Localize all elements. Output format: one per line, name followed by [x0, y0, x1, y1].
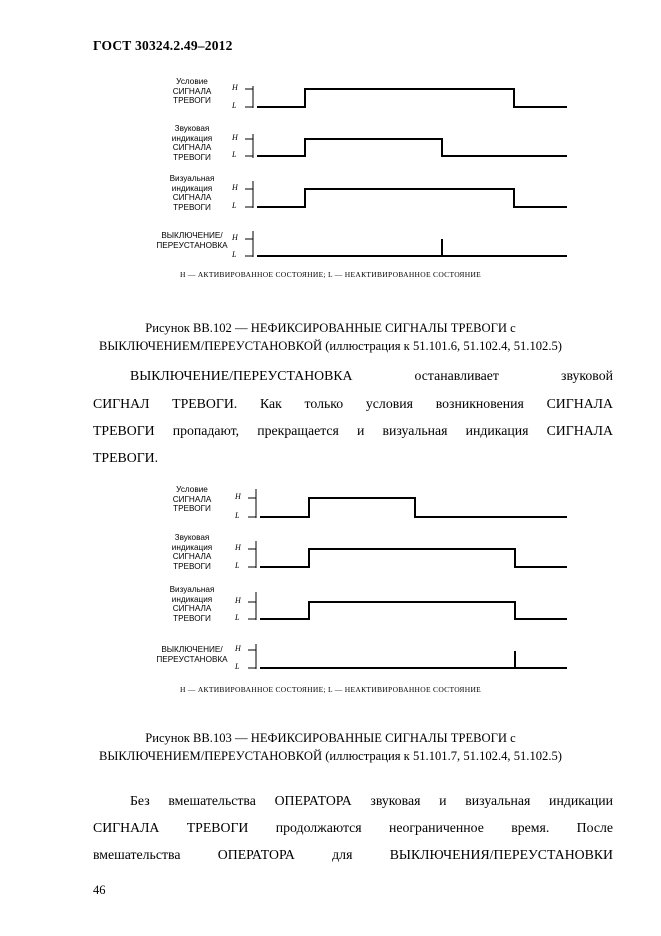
figure-caption-bb103: Рисунок ВВ.103 — НЕФИКСИРОВАННЫЕ СИГНАЛЫ ТРЕВОГИ с ВЫКЛЮЧЕНИЕМ/ПЕРЕУСТАНОВКОЙ (иллюстрация к 51.101.7, 51.102.4, 51.102.5) — [99, 731, 562, 763]
figure-legend: H — АКТИВИРОВАННОЕ СОСТОЯНИЕ; L — НЕАКТИВИРОВАННОЕ СОСТОЯНИЕ — [179, 270, 482, 279]
high-label: H — [232, 233, 238, 242]
signal-label-silence-reset: ВЫКЛЮЧЕНИЕ/ ПЕРЕУСТАНОВКА — [156, 645, 228, 664]
page-number: 46 — [93, 883, 106, 897]
signal-label-visual: Визуальная индикация СИГНАЛА ТРЕВОГИ — [169, 174, 215, 212]
low-label: L — [235, 561, 240, 570]
high-label: H — [235, 644, 241, 653]
waveform-audible — [260, 549, 567, 567]
signal-label-audible: Звуковая индикация СИГНАЛА ТРЕВОГИ — [171, 124, 213, 162]
waveform-visual — [260, 602, 567, 619]
figure-legend: H — АКТИВИРОВАННОЕ СОСТОЯНИЕ; L — НЕАКТИВИРОВАННОЕ СОСТОЯНИЕ — [179, 685, 482, 694]
low-label: L — [235, 613, 240, 622]
signal-label-condition: Условие СИГНАЛА ТРЕВОГИ — [172, 77, 212, 106]
low-label: L — [232, 150, 237, 159]
signal-label-condition: Условие СИГНАЛА ТРЕВОГИ — [172, 485, 212, 514]
high-label: H — [232, 83, 238, 92]
high-label: H — [232, 133, 238, 142]
waveform-condition — [260, 498, 567, 517]
low-label: L — [232, 101, 237, 110]
signal-label-visual: Визуальная индикация СИГНАЛА ТРЕВОГИ — [169, 585, 215, 623]
figure-caption-bb102: Рисунок ВВ.102 — НЕФИКСИРОВАННЫЕ СИГНАЛЫ ТРЕВОГИ с ВЫКЛЮЧЕНИЕМ/ПЕРЕУСТАНОВКОЙ (иллюстрация к 51.101.6, 51.102.4, 51.102.5) — [99, 321, 562, 353]
low-label: L — [232, 250, 237, 259]
document-header: ГОСТ 30324.2.49–2012 — [93, 38, 233, 53]
high-label: H — [235, 543, 241, 552]
high-label: H — [232, 183, 238, 192]
signal-label-audible: Звуковая индикация СИГНАЛА ТРЕВОГИ — [171, 533, 213, 571]
low-label: L — [232, 201, 237, 210]
low-label: L — [235, 511, 240, 520]
signal-label-silence-reset: ВЫКЛЮЧЕНИЕ/ ПЕРЕУСТАНОВКА — [156, 231, 228, 250]
high-label: H — [235, 596, 241, 605]
low-label: L — [235, 662, 240, 671]
high-label: H — [235, 492, 241, 501]
